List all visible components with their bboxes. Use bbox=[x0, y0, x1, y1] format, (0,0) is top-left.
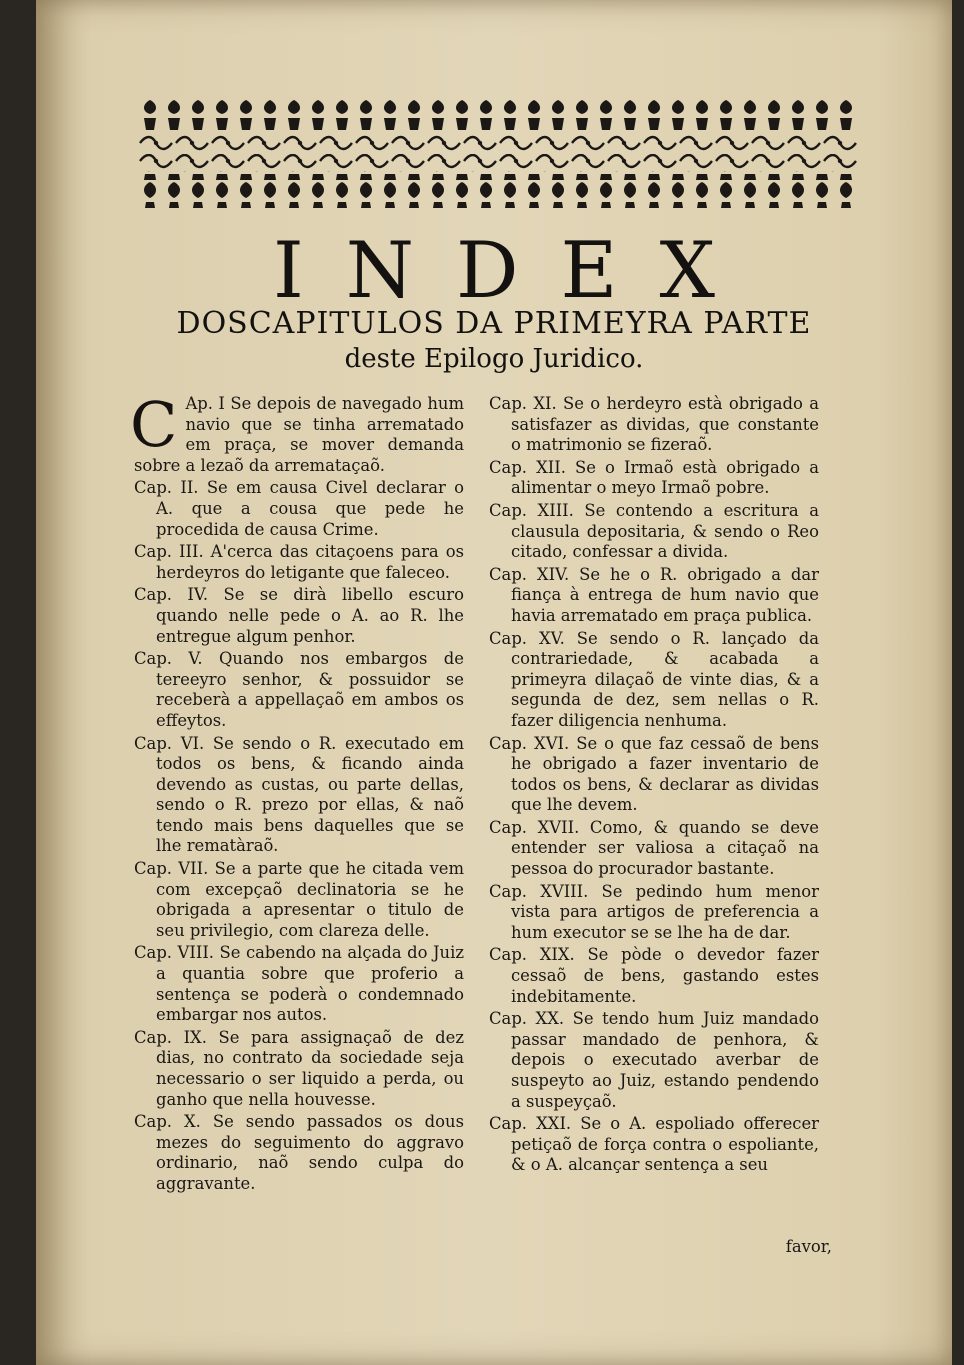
index-entry: Cap. XVI. Se o que faz cessaõ de bens he obrigado a fazer inventario de todos os bens, & declarar as dividas que lhe devem. bbox=[489, 733, 819, 815]
index-entry: Cap. III. A'cerca das citaçoens para os herdeyros do letigante que faleceo. bbox=[134, 542, 464, 582]
index-entry: Cap. VI. Se sendo o R. executado em todos os bens, & ficando ainda devendo as custas, ou parte dellas, sendo o R. prezo por ellas, & naõ tendo mais bens daquelles que se lhe rematàraõ. bbox=[134, 733, 464, 856]
index-entry: Cap. XXI. Se o A. espoliado offerecer petiçaõ de força contra o espoliante, & o A. alcançar sentença a seu bbox=[489, 1114, 819, 1175]
catchword: favor, bbox=[785, 1237, 832, 1256]
index-entry: Cap. XX. Se tendo hum Juiz mandado passar mandado de penhora, & depois o executado averbar de suspeyto ao Juiz, estando pendendo a suspeyçaõ. bbox=[489, 1009, 819, 1111]
index-entry: Cap. XIV. Se he o R. obrigado a dar fiança à entrega de hum navio que havia arrematado em praça publica. bbox=[489, 564, 819, 625]
index-entry: Cap. IX. Se para assignaçaõ de dez dias, no contrato da sociedade seja necessario o ser liquido a perda, ou ganho que nella houvesse. bbox=[134, 1027, 464, 1109]
left-column bbox=[130, 388, 465, 1197]
book-page bbox=[36, 0, 952, 1365]
index-entry: Cap. IV. Se se dirà libello escuro quando nelle pede o A. ao R. lhe entregue algum penhor. bbox=[134, 585, 465, 646]
index-entry: Cap. XI. Se o herdeyro està obrigado a satisfazer as dividas, que constante o matrimonio se fizeraõ. bbox=[489, 394, 819, 455]
right-column bbox=[489, 394, 819, 1178]
page-subtitle-2: deste Epilogo Juridico. bbox=[344, 344, 644, 374]
index-entry: Cap. II. Se em causa Civel declarar o A. que a cousa que pede he procedida de causa Crime. bbox=[134, 478, 464, 539]
index-entry: Cap. XVIII. Se pedindo hum menor vista para artigos de preferencia a hum executor se se lhe ha de dar. bbox=[489, 881, 819, 942]
index-entry: Cap. XV. Se sendo o R. lançado da contrariedade, & acabada a primeyra dilaçaõ de vinte dias, & a segunda de dez, sem nellas o R. fazer diligencia nenhuma. bbox=[489, 628, 819, 730]
page-title: INDEX bbox=[272, 226, 758, 316]
index-entry: Cap. X. Se sendo passados os dous mezes do seguimento do aggravo ordinario, naõ sendo culpa do aggravante. bbox=[134, 1112, 465, 1193]
ornamental-border bbox=[138, 98, 858, 210]
index-entry: Cap. V. Quando nos embargos de tereeyro senhor, & possuidor se receberà a appellaçaõ em ambos os effeytos. bbox=[134, 649, 464, 730]
index-entry: Cap. VII. Se a parte que he citada vem com excepçaõ declinatoria se he obrigada a apresentar o titulo de seu privilegio, com clareza delle. bbox=[134, 859, 464, 940]
drop-cap: C bbox=[130, 388, 178, 461]
index-entry: Cap. XVII. Como, & quando se deve entender ser valiosa a citaçaõ na pessoa do procurador bastante. bbox=[489, 817, 819, 879]
index-entry: Cap. VIII. Se cabendo na alçada do Juiz a quantia sobre que proferio a sentença se poderà o condemnado embargar nos autos. bbox=[134, 943, 464, 1025]
page-subtitle: DOSCAPITULOS DA PRIMEYRA PARTE bbox=[176, 306, 812, 341]
index-entry: Cap. XIII. Se contendo a escritura a clausula depositaria, & sendo o Reo citado, confessar a divida. bbox=[489, 500, 820, 562]
index-entry: Cap. XIX. Se pòde o devedor fazer cessaõ de bens, gastando estes indebitamente. bbox=[489, 945, 819, 1006]
index-entry: Cap. XII. Se o Irmaõ està obrigado a alimentar o meyo Irmaõ pobre. bbox=[489, 457, 820, 498]
index-entry: C Ap. I Se depois de navegado hum navio que se tinha arrematado em praça, se mover demanda sobre a lezaõ da arremataçaõ. bbox=[130, 388, 464, 475]
